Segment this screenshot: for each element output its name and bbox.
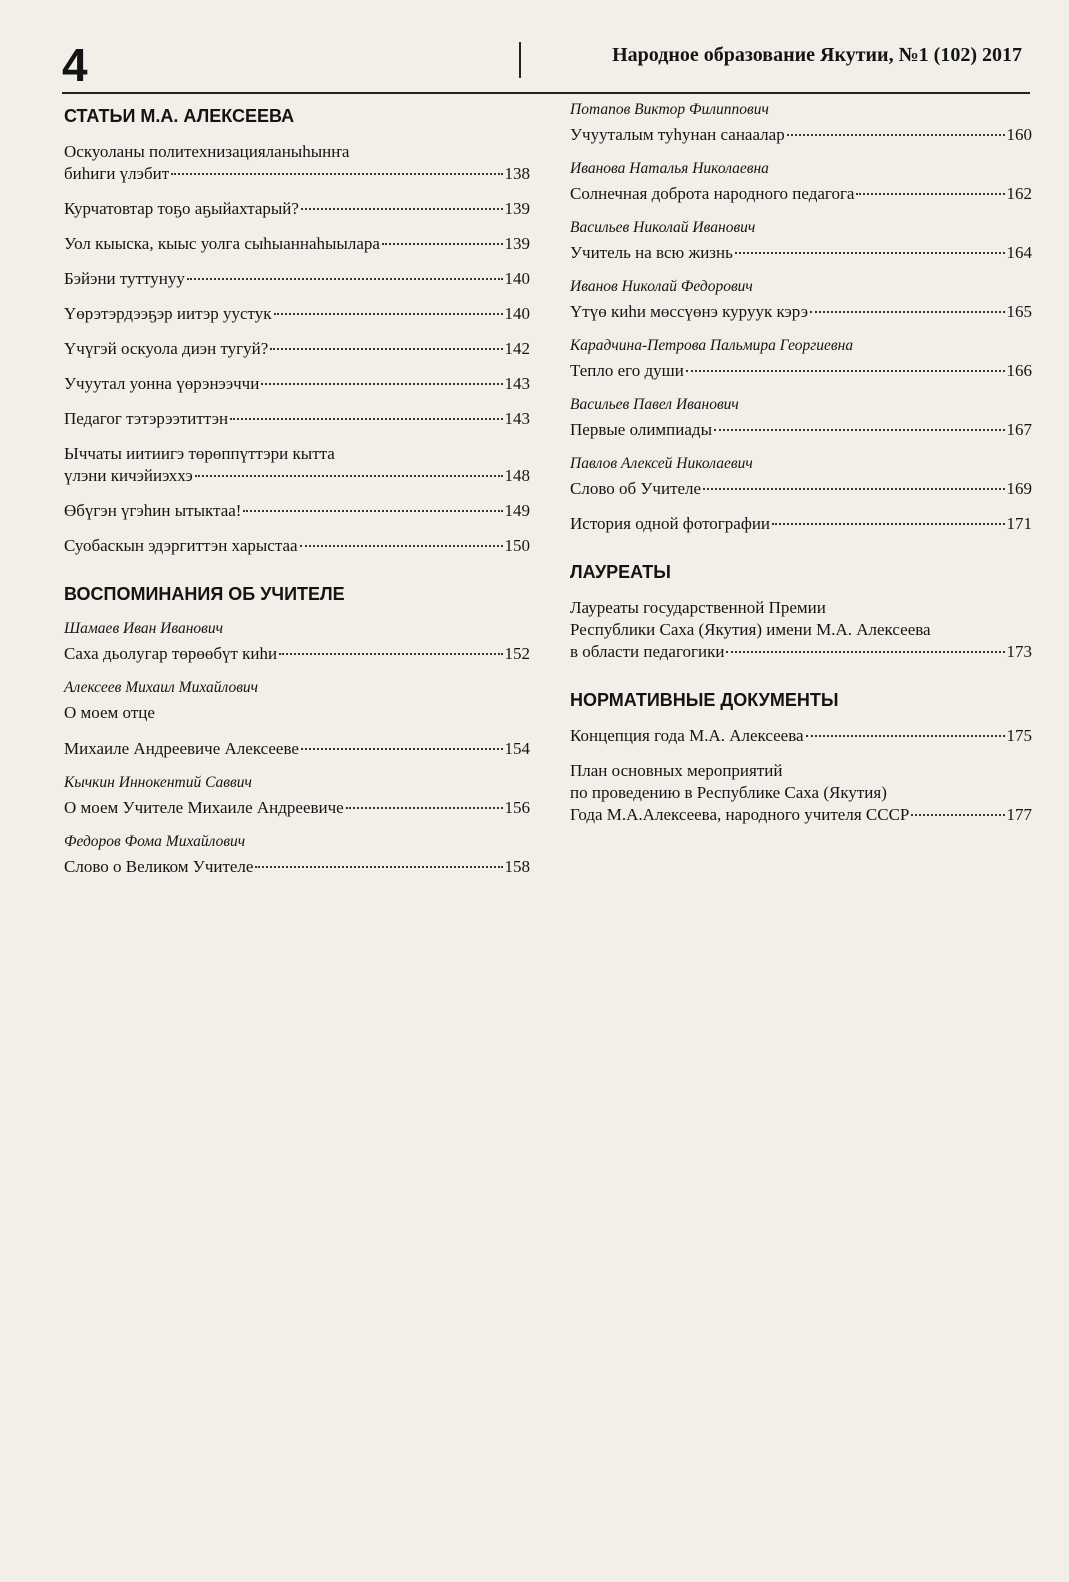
dot-leader: [230, 418, 502, 420]
entry-title: Учитель на всю жизнь: [570, 243, 733, 262]
page-ref: 140: [504, 304, 530, 323]
entry-title-line: по проведению в Республике Саха (Якутия): [570, 783, 887, 802]
toc-section: [64, 106, 530, 557]
toc-entry: [64, 268, 530, 290]
dot-leader: [270, 348, 502, 350]
dot-leader: [255, 866, 502, 868]
page-ref: 152: [504, 644, 530, 663]
entry-author: Карадчина-Петрова Пальмира Георгиевна: [570, 337, 854, 354]
section-gap: [570, 676, 1032, 684]
page-ref: 150: [504, 536, 530, 555]
toc-right-column: [570, 100, 1032, 839]
toc-section: [570, 548, 1032, 663]
entry-line: [570, 419, 1032, 441]
entry-line: [64, 738, 530, 760]
dot-leader: [301, 208, 503, 210]
dot-leader: [911, 814, 1004, 816]
section-gap: [64, 570, 530, 578]
entry-author: Павлов Алексей Николаевич: [570, 455, 753, 472]
toc-entry: [64, 338, 530, 360]
entry-title: Слово об Учителе: [570, 479, 702, 498]
page-ref: 148: [504, 466, 530, 485]
entry-line: [570, 183, 1032, 205]
entry-line: [64, 856, 530, 878]
toc-entry: [570, 100, 1032, 146]
dot-leader: [382, 243, 503, 245]
toc-entry: [64, 832, 530, 878]
page-number: 4: [62, 39, 87, 91]
entry-title: Тепло его души: [570, 361, 684, 380]
page-ref: 171: [1006, 514, 1032, 533]
page-ref: 173: [1006, 642, 1032, 661]
entry-title: Михаиле Андреевиче Алексееве: [64, 739, 299, 758]
dot-leader: [279, 653, 502, 655]
page-ref: 149: [504, 501, 530, 520]
entry-title: Курчатовтар тоҕо аҕыйахтарый?: [64, 199, 299, 218]
entry-title: Учуутал уонна үөрэнээччи: [64, 374, 260, 393]
dot-leader: [274, 313, 503, 315]
entry-title: биһиги үлэбит: [64, 164, 170, 183]
toc-section: [64, 570, 530, 878]
page-ref: 165: [1006, 302, 1032, 321]
toc-entry: [570, 277, 1032, 323]
dot-leader: [187, 278, 503, 280]
toc-entry: [64, 678, 530, 760]
entry-author: Иванов Николай Федорович: [570, 278, 753, 295]
toc-entry: [64, 619, 530, 665]
entry-author: Васильев Николай Иванович: [570, 219, 756, 236]
entry-line: [64, 535, 530, 557]
entry-title: Первые олимпиады: [570, 420, 712, 439]
dot-leader: [787, 134, 1005, 136]
entry-line: [64, 373, 530, 395]
entry-title-line: Ыччаты иитиигэ төрөппүттэри кытта: [64, 444, 335, 463]
dot-leader: [301, 748, 503, 750]
dot-leader: [810, 311, 1004, 313]
page-ref: 139: [504, 199, 530, 218]
toc-entry: [570, 725, 1032, 747]
toc-entry: [570, 454, 1032, 500]
dot-leader: [806, 735, 1005, 737]
entry-line: [64, 163, 530, 185]
header-vertical-divider: [519, 42, 521, 78]
page-ref: 164: [1006, 243, 1032, 262]
entry-author: Шамаев Иван Иванович: [64, 620, 224, 637]
entry-title: Учууталым туһунан санаалар: [570, 125, 785, 144]
entry-title: Саха дьолугар төрөөбүт киһи: [64, 644, 278, 663]
toc-entry: [570, 159, 1032, 205]
toc-entry: [64, 303, 530, 325]
entry-title-line: Оскуоланы политехнизацияланыһынҥа: [64, 142, 350, 161]
toc-entry: [64, 198, 530, 220]
section-title: НОРМАТИВНЫЕ ДОКУМЕНТЫ: [570, 690, 839, 710]
page-ref: 175: [1006, 726, 1032, 745]
entry-title: Солнечная доброта народного педагога: [570, 184, 855, 203]
entry-title: в области педагогики: [570, 642, 725, 661]
entry-line: [570, 124, 1032, 146]
entry-title: Үөрэтэрдээҕэр иитэр уустук: [64, 304, 272, 323]
entry-line: [64, 797, 530, 819]
dot-leader: [261, 383, 502, 385]
dot-leader: [714, 429, 1005, 431]
dot-leader: [735, 252, 1005, 254]
toc-section: [570, 676, 1032, 826]
page-ref: 158: [504, 857, 530, 876]
entry-author: Потапов Виктор Филиппович: [570, 101, 769, 118]
dot-leader: [243, 510, 502, 512]
section-title: СТАТЬИ М.А. АЛЕКСЕЕВА: [64, 106, 295, 126]
entry-line: [64, 303, 530, 325]
toc-entry: [570, 760, 1032, 826]
toc-entry: [64, 373, 530, 395]
page-ref: 143: [504, 374, 530, 393]
entry-line: [64, 500, 530, 522]
entry-title-line: О моем отце: [64, 703, 155, 722]
entry-title: Үтүө киһи мөссүөнэ куруук кэрэ: [570, 302, 809, 321]
entry-title-line: Лауреаты государственной Премии: [570, 598, 826, 617]
dot-leader: [726, 651, 1004, 653]
entry-line: [570, 301, 1032, 323]
toc-entry: [64, 233, 530, 255]
page-ref: 139: [504, 234, 530, 253]
entry-line: [64, 268, 530, 290]
section-title: ВОСПОМИНАНИЯ ОБ УЧИТЕЛЕ: [64, 584, 345, 604]
header-rule: [62, 92, 1030, 94]
entry-author: Федоров Фома Михайлович: [64, 833, 246, 850]
entry-title: Үчүгэй оскуола диэн тугуй?: [64, 339, 269, 358]
toc-entry: [570, 395, 1032, 441]
dot-leader: [346, 807, 503, 809]
entry-title-line: Республики Саха (Якутия) имени М.А. Алексеева: [570, 620, 931, 639]
section-gap: [570, 548, 1032, 556]
entry-line: [64, 643, 530, 665]
entry-line: [64, 198, 530, 220]
entry-line: [570, 725, 1032, 747]
page-ref: 169: [1006, 479, 1032, 498]
entry-line: [570, 242, 1032, 264]
toc-section: [570, 100, 1032, 535]
entry-line: [570, 513, 1032, 535]
entry-line: [570, 641, 1032, 663]
journal-title: Народное образование Якутии, №1 (102) 2017: [612, 44, 1022, 66]
entry-author: Иванова Наталья Николаевна: [570, 160, 769, 177]
page-ref: 138: [504, 164, 530, 183]
section-title: ЛАУРЕАТЫ: [570, 562, 671, 582]
entry-title: Года М.А.Алексеева, народного учителя СССР: [570, 805, 910, 824]
page-ref: 142: [504, 339, 530, 358]
toc-entry: [570, 336, 1032, 382]
dot-leader: [171, 173, 502, 175]
entry-title: үлэни кичэйиэххэ: [64, 466, 193, 485]
entry-title: История одной фотографии: [570, 514, 771, 533]
toc-entry: [570, 513, 1032, 535]
toc-entry: [570, 218, 1032, 264]
entry-author: Васильев Павел Иванович: [570, 396, 739, 413]
entry-title: Өбүгэн үгэһин ытыктаа!: [64, 501, 242, 520]
entry-line: [64, 408, 530, 430]
toc-entry: [64, 773, 530, 819]
entry-line: [570, 360, 1032, 382]
dot-leader: [195, 475, 503, 477]
page-ref: 143: [504, 409, 530, 428]
page-ref: 140: [504, 269, 530, 288]
entry-title: Бэйэни туттунуу: [64, 269, 185, 288]
dot-leader: [300, 545, 503, 547]
entry-author: Кычкин Иннокентий Саввич: [64, 774, 252, 791]
dot-leader: [686, 370, 1005, 372]
toc-entry: [64, 408, 530, 430]
entry-title-line: План основных мероприятий: [570, 761, 783, 780]
page-ref: 166: [1006, 361, 1032, 380]
entry-title: Суобаскын эдэргиттэн харыстаа: [64, 536, 298, 555]
page-ref: 160: [1006, 125, 1032, 144]
page-ref: 154: [504, 739, 530, 758]
page-ref: 156: [504, 798, 530, 817]
entry-title: О моем Учителе Михаиле Андреевиче: [64, 798, 344, 817]
entry-line: [570, 804, 1032, 826]
page-ref: 162: [1006, 184, 1032, 203]
entry-line: [64, 338, 530, 360]
page-ref: 177: [1006, 805, 1032, 824]
toc-entry: [64, 141, 530, 185]
page-ref: 167: [1006, 420, 1032, 439]
dot-leader: [772, 523, 1004, 525]
entry-line: [64, 233, 530, 255]
dot-leader: [703, 488, 1004, 490]
toc-entry: [64, 535, 530, 557]
toc-entry: [64, 443, 530, 487]
entry-title: Слово о Великом Учителе: [64, 857, 254, 876]
toc-entry: [64, 500, 530, 522]
toc-entry: [570, 597, 1032, 663]
entry-title: Педагог тэтэрээтиттэн: [64, 409, 229, 428]
toc-left-column: [64, 100, 530, 891]
dot-leader: [856, 193, 1004, 195]
entry-title: Концепция года М.А. Алексеева: [570, 726, 804, 745]
page-header: [62, 38, 1030, 98]
entry-line: [570, 478, 1032, 500]
entry-title: Уол кыыска, кыыс уолга сыһыаннаһыылара: [64, 234, 380, 253]
entry-author: Алексеев Михаил Михайлович: [64, 679, 259, 696]
entry-line: [64, 465, 530, 487]
